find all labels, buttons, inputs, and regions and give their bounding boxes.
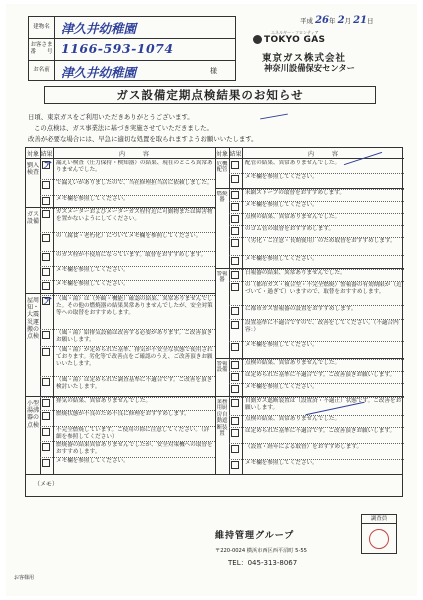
- customer-number-label: お客さま 番 号: [29, 39, 55, 60]
- result-item-text: メモ欄を参照してください。: [245, 384, 318, 390]
- result-item-text: のガス栓が不使用になっています。取替をおすすめします。: [56, 252, 207, 258]
- result-mark: ア: [42, 297, 52, 307]
- column-divider: [242, 148, 243, 474]
- result-item-text: メモ欄を参照してください。: [245, 342, 318, 348]
- result-checkbox: [231, 307, 239, 315]
- result-item-text: 漏えい検査（圧力保持・検知器）の結果、現在のところ異常ありませんでした。: [56, 160, 213, 173]
- result-checkbox: [42, 253, 50, 261]
- result-item-text: に都市ガス警報器の設置をおすすめします。: [245, 306, 357, 312]
- seal-icon: [369, 529, 389, 549]
- result-item-text: メモ欄を参照してください。: [245, 460, 318, 466]
- page-title: ガス設備定期点検結果のお知らせ: [44, 86, 376, 104]
- result-item-text: 不完全燃焼しています。ご使用の際に注意してください。（詳細を参照してください）: [56, 427, 210, 440]
- result-checkbox: [231, 271, 239, 279]
- category-label: 小型湯沸器の点検: [26, 400, 39, 429]
- result-item-text: 自動ガス遮断装置は（設置済・不適正）状態です。ご改善をお願いします。: [245, 398, 402, 411]
- inspection-results-table: [25, 147, 403, 475]
- result-checkbox: [231, 385, 239, 393]
- result-item-text: 燃焼状態が不良のため不良に修理をおすすめします。: [56, 411, 190, 417]
- copy-label: お客様用: [14, 575, 35, 581]
- customer-info-box: [28, 16, 236, 81]
- inspector-stamp-box: 調査員: [361, 514, 397, 554]
- category-label: 屋周知・大震災運搬の点検: [26, 297, 39, 341]
- result-item-text: で漏えいがありましたので、当社修理担当店に依頼しました。: [56, 180, 213, 186]
- result-item-text: は定められた基準に不適合です。ご改善頂きお願いします。: [245, 428, 396, 434]
- result-checkbox: [42, 331, 50, 339]
- category-label: 燃焼器: [216, 191, 228, 204]
- result-checkbox: [231, 283, 239, 291]
- result-item-text: の（腐食・老朽化）についてメモ欄を参照してください。: [56, 233, 202, 239]
- result-checkbox: [42, 234, 50, 242]
- result-item-text: （風・湯）は定められた調査基準に不適合です。ご改善を頂き検討いたします。: [56, 377, 213, 390]
- result-item-text: は定められた基準に不適合です。ご改善頂きお願いします。: [245, 372, 396, 378]
- result-checkbox: [231, 373, 239, 381]
- result-checkbox: [231, 429, 239, 437]
- result-item-text: 排気の結果、異常ありませんでした。: [56, 398, 152, 404]
- result-item-text: 配管の結果、異常ありませんでした。: [245, 160, 341, 166]
- honorific: 様: [210, 67, 217, 75]
- result-checkbox: [42, 348, 50, 356]
- column-header: 内 容: [118, 151, 149, 158]
- column-header: 結果: [229, 151, 242, 158]
- result-item-text: メモ欄を参照してください。: [245, 202, 318, 208]
- result-item-text: メモ欄を参照してください。: [245, 256, 318, 262]
- category-divider: [26, 293, 215, 294]
- result-item-text: 点検の結果、異常ありませんでした。: [245, 416, 341, 422]
- column-header: 結果: [40, 151, 53, 158]
- category-label: 劉入検査: [26, 162, 39, 177]
- result-item-text: の（都市ガス・複合型・不完全燃焼）警報器の有効期限が（近づいて・過ぎて）いますので、取替をおすすめします。: [245, 282, 402, 295]
- result-checkbox: [42, 378, 50, 386]
- group-name: 維持管理グループ: [215, 531, 295, 541]
- result-item-text: ガスメーターおよびメーターガス栓付近に可動物または障害物を置かないようにしてください。: [56, 209, 213, 222]
- result-checkbox: [231, 203, 239, 211]
- column-divider: [229, 148, 230, 474]
- result-checkbox: [42, 443, 50, 451]
- building-name: 津久井幼稚園: [61, 21, 137, 36]
- result-checkbox: [42, 412, 50, 420]
- result-checkbox: [231, 175, 239, 183]
- result-checkbox: [231, 215, 239, 223]
- customer-name: 津久井幼稚園: [61, 65, 137, 80]
- category-label: 警報設備: [216, 361, 228, 374]
- result-item-text: （劣化・ご注意・長期使用）のため取替をおすすめします。: [245, 238, 396, 244]
- intro-line: この点検は、ガス事業法に基づき実施させていただきました。: [34, 124, 213, 132]
- result-item-text: メモ欄を参照してください。: [56, 267, 129, 273]
- category-label: 警報器: [216, 271, 228, 284]
- result-item-text: （風・湯）は（外観・機能）確認の結果、異常ありませんでした。その他の燃焼器の結果異常ありませんでしたが、安全対策等への取替をおすすめします。: [56, 296, 213, 316]
- result-item-text: メモ欄を参照してください。: [56, 281, 129, 287]
- result-checkbox: [42, 210, 50, 218]
- company-name: 東京ガス株式会社: [262, 53, 347, 64]
- result-item-text: 設置基準に不適合ですので、改善をしてください。（不適合内容：）: [245, 320, 399, 333]
- column-header: 対象: [215, 151, 228, 158]
- result-mark: ア: [42, 161, 52, 171]
- result-item-text: 燃焼器の結果異常ありませんでしたが、安全対策機への取替をおすすめします。: [56, 442, 213, 455]
- result-checkbox: [231, 445, 239, 453]
- result-checkbox: [231, 461, 239, 469]
- result-item-text: 点検の結果、異常ありませんでした。: [245, 360, 341, 366]
- result-checkbox: [231, 161, 239, 169]
- column-header: 内 容: [307, 151, 338, 158]
- tokyo-gas-logo: TOKYO GAS: [253, 35, 325, 45]
- logo-tagline: エネルギー・フロンティア: [271, 30, 319, 35]
- result-checkbox: [231, 191, 239, 199]
- result-checkbox: [231, 321, 239, 329]
- result-checkbox: [42, 399, 50, 407]
- header-divider: [26, 158, 404, 159]
- result-checkbox: [231, 361, 239, 369]
- address: 〒220-0024 横浜市西区西平沼町 5-55: [215, 548, 307, 554]
- result-item-text: （風・湯）が定められた基準、排気が不安全な状態で使用されております。劣化等で改善点をご確認のうえ、ご改善頂きお願いいたします。: [56, 347, 213, 367]
- result-checkbox: [231, 417, 239, 425]
- intro-line: 日頃、東京ガスをご利用いただきありがとうございます。: [28, 113, 194, 121]
- customer-number: 1166-593-1074: [61, 41, 174, 56]
- column-header: 対象: [26, 151, 39, 158]
- result-item-text: 未網ストーブの取替をおすすめします。: [245, 190, 346, 196]
- result-item-text: のゴム管の取替をおすすめします。: [245, 226, 335, 232]
- center-name: 神奈川設備保安センター: [264, 63, 355, 73]
- intro-line: 改善が必要な場合には、早急に適切な処置を取られますようお願いいたします。: [28, 135, 258, 143]
- result-checkbox: [42, 268, 50, 276]
- result-checkbox: [231, 343, 239, 351]
- result-item-text: 点検の結果、異常ありませんでした。: [245, 214, 341, 220]
- result-checkbox: [42, 282, 50, 290]
- result-item-text: （設置・経年による取替）をおすすめします。: [245, 444, 363, 450]
- result-item-text: メモ欄を参照してください。: [56, 458, 129, 464]
- result-checkbox: [42, 197, 50, 205]
- result-checkbox: [231, 399, 239, 407]
- category-label: ガス設備: [26, 211, 39, 226]
- category-label: 危機配管: [216, 161, 228, 174]
- result-item-text: メモ欄を参照してください。: [245, 174, 318, 180]
- result-checkbox: [231, 239, 239, 247]
- result-item-text: メモ欄を参照してください。: [56, 196, 129, 202]
- result-checkbox: [42, 181, 50, 189]
- flame-icon: [253, 35, 262, 44]
- issue-date: 平成 26年 2月 21日: [300, 15, 374, 26]
- name-label: お名前: [29, 61, 55, 81]
- result-item-text: 日報器の結果、異常ありませんでした。: [245, 270, 346, 276]
- memo-area: （メモ）: [25, 475, 403, 497]
- telephone: TEL：045-313-8067: [228, 559, 298, 567]
- result-item-text: （風・湯）給排気設備は改善する必要があります。ご改善頂きお願いします。: [56, 330, 213, 343]
- result-checkbox: [231, 257, 239, 265]
- result-checkbox: [231, 227, 239, 235]
- result-checkbox: [42, 459, 50, 467]
- category-label: 業務用厨房自動遮断装置: [216, 399, 228, 438]
- result-checkbox: [42, 428, 50, 436]
- building-label: 建物名: [29, 17, 55, 38]
